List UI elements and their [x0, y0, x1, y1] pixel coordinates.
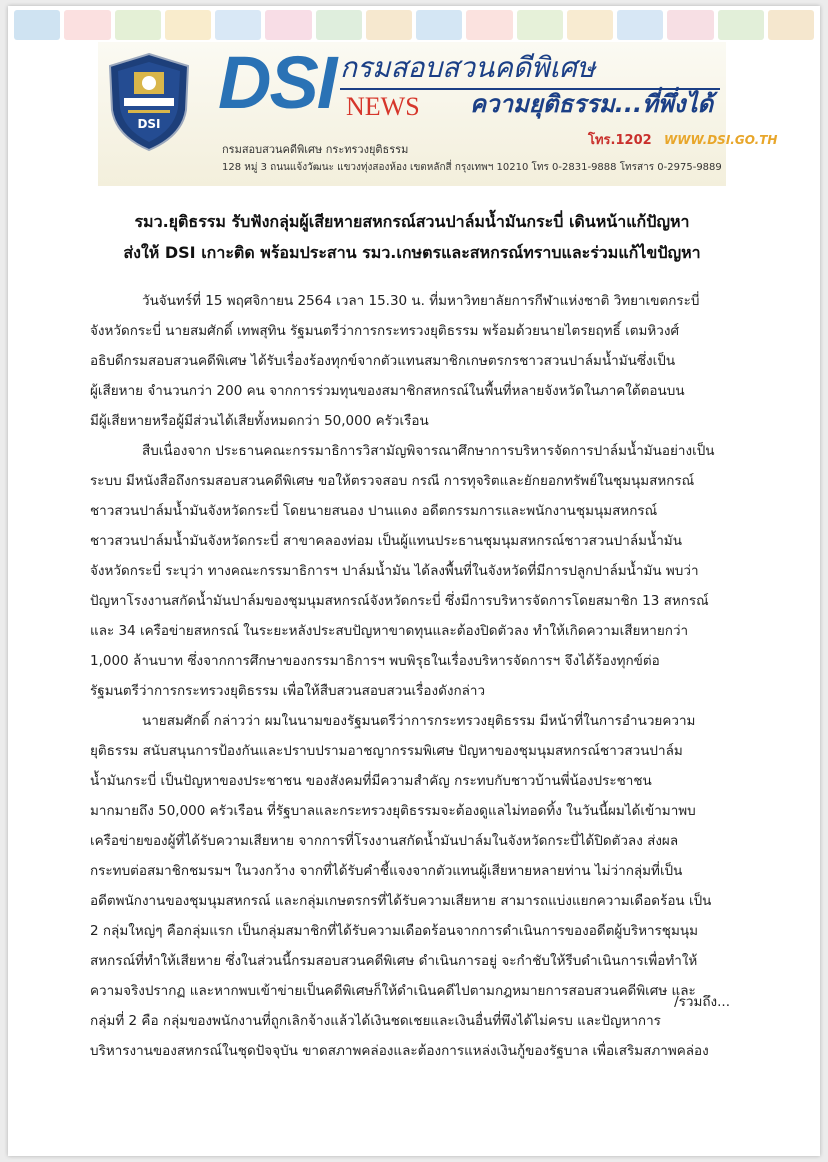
decor-tile: [567, 10, 613, 40]
address-line: 128 หมู่ 3 ถนนแจ้งวัฒนะ แขวงทุ่งสองห้อง เขตหลักสี่ กรุงเทพฯ 10210 โทร 0-2831-9888 โทรสาร 0-2975-9889: [222, 162, 722, 173]
body-line: ยุติธรรม สนับสนุนการป้องกันและปราบปรามอาชญากรรมพิเศษ ปัญหาของชุมนุมสหกรณ์ชาวสวนปาล์ม: [90, 743, 683, 759]
continuation-marker: /รวมถึง...: [674, 994, 730, 1010]
body-line: กระทบต่อสมาชิกชมรมฯ ในวงกว้าง จากที่ได้รับคำชี้แจงจากตัวแทนผู้เสียหายหลายท่าน ไม่ว่ากลุ่มที่เป็น: [90, 863, 683, 879]
news-label: NEWS: [346, 92, 420, 121]
body-line: สหกรณ์ที่ทำให้เสียหาย ซึ่งในส่วนนี้กรมสอบสวนคดีพิเศษ ดำเนินการอยู่ จะกำชับให้รีบดำเนินการเพื่อทำให้: [90, 953, 698, 969]
decor-tile: [667, 10, 713, 40]
body-line: เครือข่ายของผู้ที่ได้รับความเสียหาย จากการที่โรงงานสกัดน้ำมันปาล์มในจังหวัดกระบี่ได้ปิดตัวลง ส่งผล: [90, 833, 679, 849]
body-line: วันจันทร์ที่ 15 พฤศจิกายน 2564 เวลา 15.30 น. ที่มหาวิทยาลัยการกีฬาแห่งชาติ วิทยาเขตกระบี่: [142, 293, 700, 309]
decor-tile: [115, 10, 161, 40]
decor-tile: [316, 10, 362, 40]
decor-tile: [517, 10, 563, 40]
dsi-logo: DSI: [218, 41, 336, 124]
website: WWW.DSI.GO.TH: [664, 133, 778, 147]
headline-line-2: ส่งให้ DSI เกาะติด พร้อมประสาน รมว.เกษตรและสหกรณ์ทราบและร่วมแก้ไขปัญหา: [123, 243, 701, 262]
body-line: ชาวสวนปาล์มน้ำมันจังหวัดกระบี่ สาขาคลองท่อม เป็นผู้แทนประธานชุมนุมสหกรณ์ชาวสวนปาล์มน้ำมัน: [90, 533, 682, 549]
decor-tile: [768, 10, 814, 40]
decor-tile: [215, 10, 261, 40]
body-line: 2 กลุ่มใหญ่ๆ คือกลุ่มแรก เป็นกลุ่มสมาชิกที่ได้รับความเดือดร้อนจากการดำเนินการของอดีตผู้บริหารชุมนุม: [90, 923, 699, 939]
decor-tile: [617, 10, 663, 40]
body-line: กลุ่มที่ 2 คือ กลุ่มของพนักงานที่ถูกเลิกจ้างแล้วได้เงินชดเชยและเงินอื่นที่พึงได้ไม่ครบ และปัญหาการ: [90, 1013, 661, 1029]
body-line: ปัญหาโรงงานสกัดน้ำมันปาล์มของชุมนุมสหกรณ์จังหวัดกระบี่ ซึ่งมีการบริหารจัดการโดยสมาชิก 13 สหกรณ์: [90, 593, 709, 609]
decor-tile: [14, 10, 60, 40]
dsi-seal-icon: [106, 52, 192, 152]
article-body: [90, 286, 732, 1066]
slogan: ความยุติธรรม...ที่พึ่งได้: [470, 90, 714, 118]
body-line: ชาวสวนปาล์มน้ำมันจังหวัดกระบี่ โดยนายสนอง ปานแดง อดีตกรรมการและพนักงานชุมนุมสหกรณ์: [90, 503, 658, 519]
decor-tile: [718, 10, 764, 40]
department-name: กรมสอบสวนคดีพิเศษ: [340, 51, 596, 84]
headline-line-1: รมว.ยุติธรรม รับฟังกลุ่มผู้เสียหายสหกรณ์สวนปาล์มน้ำมันกระบี่ เดินหน้าแก้ปัญหา: [134, 212, 690, 231]
decor-tile: [366, 10, 412, 40]
body-line: นายสมศักดิ์ กล่าวว่า ผมในนามของรัฐมนตรีว่าการกระทรวงยุติธรรม มีหน้าที่ในการอำนวยความ: [142, 713, 696, 729]
body-line: และ 34 เครือข่ายสหกรณ์ ในระยะหลังประสบปัญหาขาดทุนและต้องปิดตัวลง ทำให้เกิดความเสียหายกว่า: [90, 623, 689, 639]
seal-text: DSI: [137, 117, 161, 131]
body-line: ผู้เสียหาย จำนวนกว่า 200 คน จากการร่วมทุนของสมาชิกสหกรณ์ในพื้นที่หลายจังหวัดในภาคใต้ตอนบน: [90, 383, 685, 399]
body-line: ระบบ มีหนังสือถึงกรมสอบสวนคดีพิเศษ ขอให้ตรวจสอบ กรณี การทุจริตและยักยอกทรัพย์ในชุมนุมสหกรณ์: [90, 473, 695, 489]
decor-tile: [416, 10, 462, 40]
decor-tile: [64, 10, 110, 40]
hotline: โทร.1202: [588, 133, 652, 148]
organization-line: กรมสอบสวนคดีพิเศษ กระทรวงยุติธรรม: [222, 143, 409, 156]
decor-tile: [265, 10, 311, 40]
body-line: จังหวัดกระบี่ ระบุว่า ทางคณะกรรมาธิการฯ ปาล์มน้ำมัน ได้ลงพื้นที่ในจังหวัดที่มีการปลูกปาล์มน้ำมัน พบว่า: [90, 563, 699, 579]
body-line: รัฐมนตรีว่าการกระทรวงยุติธรรม เพื่อให้สืบสวนสอบสวนเรื่องดังกล่าว: [90, 683, 486, 699]
body-line: 1,000 ล้านบาท ซึ่งจากการศึกษาของกรรมาธิการฯ พบพิรุธในเรื่องบริหารจัดการฯ จึงได้ร้องทุกข์ต่อ: [90, 653, 660, 669]
body-line: ความจริงปรากฏ และหากพบเข้าข่ายเป็นคดีพิเศษก็ให้ดำเนินคดีไปตามกฎหมายการสอบสวนคดีพิเศษ และ: [90, 983, 696, 999]
body-line: มากมายถึง 50,000 ครัวเรือน ที่รัฐบาลและกระทรวงยุติธรรมจะต้องดูแลไม่ทอดทิ้ง ในวันนี้ผมได้เข้ามาพบ: [90, 803, 696, 819]
headline: [98, 206, 726, 268]
body-line: น้ำมันกระบี่ เป็นปัญหาของประชาชน ของสังคมที่มีความสำคัญ กระทบกับชาวบ้านพี่น้องประชาชน: [90, 773, 652, 789]
body-line: สืบเนื่องจาก ประธานคณะกรรมาธิการวิสามัญพิจารณาศึกษาการบริหารจัดการปาล์มน้ำมันอย่างเป็น: [142, 443, 715, 459]
body-line: จังหวัดกระบี่ นายสมศักดิ์ เทพสุทิน รัฐมนตรีว่าการกระทรวงยุติธรรม พร้อมด้วยนายไตรยฤทธิ์ เตมหิวงศ์: [90, 323, 680, 339]
body-line: อดีตพนักงานของชุมนุมสหกรณ์ และกลุ่มเกษตรกรที่ได้รับความเสียหาย สามารถแบ่งแยกความเดือดร้อน เป็น: [90, 893, 712, 909]
body-line: อธิบดีกรมสอบสวนคดีพิเศษ ได้รับเรื่องร้องทุกข์จากตัวแทนสมาชิกเกษตรกรชาวสวนปาล์มน้ำมันซึ่งเป็น: [90, 353, 676, 369]
decorative-tile-strip: [8, 6, 820, 44]
decor-tile: [165, 10, 211, 40]
body-line: บริหารงานของสหกรณ์ในชุดปัจจุบัน ขาดสภาพคล่องและต้องการแหล่งเงินกู้ของรัฐบาล เพื่อเสริมสภาพคล่อง: [90, 1043, 709, 1059]
body-line: มีผู้เสียหายหรือผู้มีส่วนได้เสียทั้งหมดกว่า 50,000 ครัวเรือน: [90, 413, 429, 429]
decor-tile: [466, 10, 512, 40]
